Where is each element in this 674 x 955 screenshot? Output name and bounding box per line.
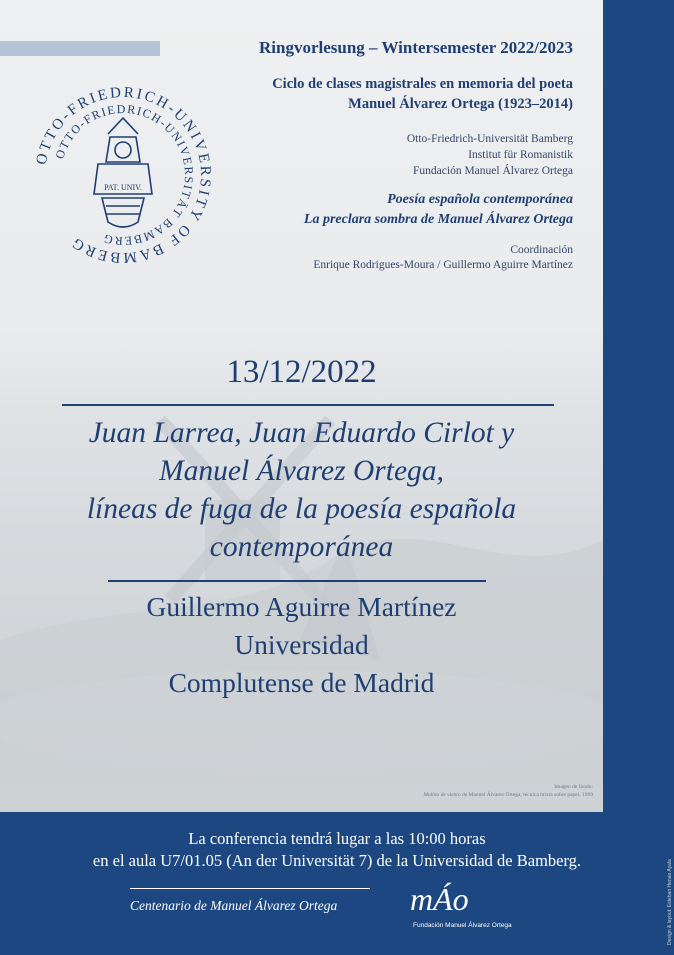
title-line: Juan Larrea, Juan Eduardo Cirlot y bbox=[88, 417, 515, 449]
coordination-label: Coordinación bbox=[510, 244, 573, 256]
series-title: Ringvorlesung – Wintersemester 2022/2023 bbox=[258, 38, 573, 57]
credit-work-info: de Manuel Álvarez Ortega, técnica mixta sobre papel, 1999 bbox=[460, 792, 593, 798]
seal-inner-text: OTTO-FRIEDRICH-UNIVERSITÄT BAMBERG bbox=[52, 101, 197, 249]
title-line: líneas de fuga de la poesía española bbox=[86, 493, 517, 525]
speaker-affiliation: Complutense de Madrid bbox=[168, 667, 435, 698]
credit-work-title: Molino de viento bbox=[423, 792, 461, 798]
divider-rule bbox=[108, 580, 486, 582]
foundation-label: Fundación Manuel Álvarez Ortega bbox=[413, 922, 512, 929]
seal-initials: PAT. UNIV. bbox=[104, 183, 142, 192]
coordination-names: Enrique Rodrigues-Moura / Guillermo Aguirre Martínez bbox=[313, 259, 573, 271]
coordination-block bbox=[313, 243, 573, 273]
logo-lettering: mÁo bbox=[410, 881, 469, 916]
speaker-name: Guillermo Aguirre Martínez bbox=[146, 591, 457, 622]
venue-line: en el aula U7/01.05 (An der Universität 7) de la Universidad de Bamberg. bbox=[92, 851, 582, 870]
lecture-series-subject bbox=[304, 190, 573, 230]
credit-label: Imagen de fondo: bbox=[554, 784, 593, 790]
credit-detail bbox=[423, 791, 593, 799]
cycle-description bbox=[272, 74, 573, 114]
speaker-affiliation: Universidad bbox=[234, 629, 369, 660]
subject-line: Poesía española contemporánea bbox=[387, 192, 573, 207]
institution-item: Otto-Friedrich-Universität Bamberg bbox=[406, 133, 573, 145]
header-accent-band bbox=[0, 41, 160, 56]
institution-item: Institut für Romanistik bbox=[468, 149, 573, 161]
lecture-title bbox=[0, 414, 603, 566]
right-color-stripe bbox=[603, 0, 674, 812]
seal-outer-text: OTTO-FRIEDRICH-UNIVERSITY OF BAMBERG bbox=[33, 84, 214, 266]
university-seal-icon bbox=[30, 82, 216, 268]
foundation-logo-icon bbox=[408, 880, 498, 916]
title-line: contemporánea bbox=[209, 531, 394, 563]
divider-rule bbox=[62, 404, 554, 406]
cycle-line: Manuel Álvarez Ortega (1923–2014) bbox=[348, 96, 573, 112]
centenario-label: Centenario de Manuel Álvarez Ortega bbox=[130, 898, 338, 913]
speaker-block bbox=[0, 588, 603, 702]
institutions-list bbox=[407, 131, 573, 179]
institution-item: Fundación Manuel Álvarez Ortega bbox=[413, 165, 573, 177]
title-line: Manuel Álvarez Ortega, bbox=[159, 455, 444, 487]
venue-info bbox=[0, 828, 674, 872]
subject-line: La preclara sombra de Manuel Álvarez Ortega bbox=[303, 212, 573, 227]
footer-divider bbox=[130, 888, 370, 889]
background-image-credit bbox=[423, 783, 593, 799]
lecture-date: 13/12/2022 bbox=[226, 354, 377, 390]
cycle-line: Ciclo de clases magistrales en memoria del poeta bbox=[272, 76, 573, 92]
design-credit: Design & layout: Esteban Henao Ayala bbox=[667, 859, 673, 945]
venue-line: La conferencia tendrá lugar a las 10:00 horas bbox=[188, 829, 486, 848]
